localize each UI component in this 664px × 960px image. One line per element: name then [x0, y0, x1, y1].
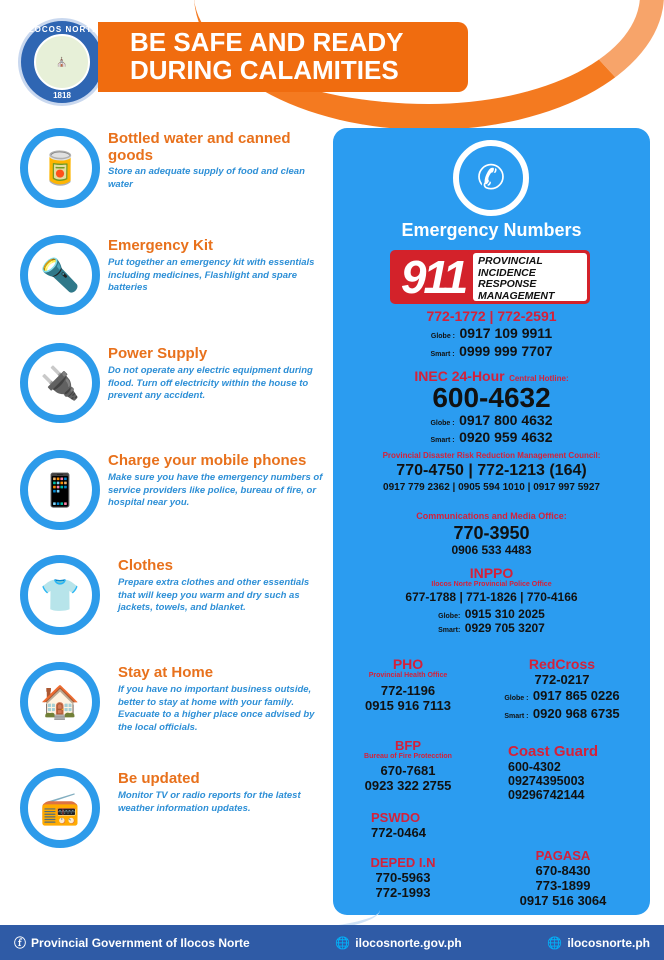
footer-facebook: [14, 934, 250, 951]
tip-desc: Store an adequate supply of food and clean water: [108, 166, 305, 190]
tip-title: Emergency Kit: [108, 237, 214, 254]
tip-title: Charge your mobile phones: [108, 452, 307, 469]
inppo-landlines[interactable]: 677-1788 | 771-1826 | 770-4166: [405, 590, 578, 604]
shirt-icon: 👕: [20, 555, 100, 635]
agency-name: DEPED I.N: [370, 855, 436, 870]
pagasa-block: [498, 848, 628, 908]
title-banner: [98, 22, 468, 92]
phone-number[interactable]: 0917 109 9911: [459, 325, 553, 341]
redcross-block: [481, 656, 643, 723]
inec-sub: Central Hotline:: [509, 374, 569, 383]
phone-number[interactable]: 0920 968 6735: [532, 706, 620, 721]
phone-number[interactable]: 772-1196: [380, 683, 436, 698]
pho-block: [343, 656, 473, 713]
tip-title: Power Supply: [108, 345, 208, 362]
seal-emblem: ⛪: [34, 34, 90, 90]
inppo-sub: Ilocos Norte Provincial Police Office: [431, 581, 552, 588]
website-link[interactable]: ilocosnorte.ph: [567, 935, 650, 950]
phone-number[interactable]: 600-4302: [508, 760, 561, 774]
phone-number[interactable]: 0999 999 7707: [459, 343, 553, 359]
label: Globe :: [430, 420, 455, 427]
cmo-number[interactable]: 770-3950: [453, 523, 530, 543]
pdrrmc-mobiles[interactable]: 0917 779 2362 | 0905 594 1010 | 0917 997 5927: [383, 482, 600, 493]
website-link-gov[interactable]: ilocosnorte.gov.ph: [355, 935, 462, 950]
bfp-block: [343, 738, 473, 793]
pdrrmc-landlines[interactable]: 770-4750 | 772-1213 (164): [396, 462, 587, 479]
pirm-name: PROVINCIAL INCIDENCE RESPONSE MANAGEMENT: [473, 253, 587, 301]
phone-number[interactable]: 0917 800 4632: [459, 412, 553, 428]
pswdo-block: [371, 810, 426, 840]
inec-hotline[interactable]: 600-4632: [432, 382, 551, 413]
tip-stay-home: [0, 662, 330, 762]
title-line-1: BE SAFE AND READY: [130, 27, 404, 57]
ilocos-norte-seal: [18, 18, 106, 106]
seal-year: 1818: [53, 91, 71, 100]
inec-name: INEC 24-Hour: [414, 368, 505, 384]
agency-name: RedCross: [528, 656, 596, 672]
facebook-link[interactable]: Provincial Government of Ilocos Norte: [31, 935, 250, 950]
house-icon: 🏠: [20, 662, 100, 742]
tip-bottled-water: [0, 128, 330, 228]
tip-mobile-phones: [0, 450, 330, 550]
pdrrmc-name: Provincial Disaster Risk Reduction Management Council:: [382, 451, 601, 460]
agency-name: BFP: [395, 738, 421, 753]
agency-name: Coast Guard: [508, 743, 599, 760]
phone-number[interactable]: 0929 705 3207: [464, 621, 545, 635]
phone-number[interactable]: 0923 322 2755: [364, 778, 452, 793]
cmo-mobile[interactable]: 0906 533 4483: [451, 543, 532, 557]
plug-icon: 🔌: [20, 343, 100, 423]
phone-icon: ✆: [453, 140, 529, 216]
tip-clothes: [0, 555, 330, 655]
label: Smart:: [438, 627, 461, 634]
tip-desc: Put together an emergency kit with essentials including medicines, Flashlight and spare batteries: [108, 257, 315, 293]
phone-number[interactable]: 0917 865 0226: [532, 688, 620, 703]
radio-icon: 📻: [20, 768, 100, 848]
phone-number[interactable]: 772-0217: [534, 672, 590, 687]
number-911: 911: [400, 251, 466, 303]
label: Smart :: [504, 713, 529, 720]
phone-number[interactable]: 09274395003: [508, 774, 585, 788]
label: Smart :: [430, 351, 455, 358]
label: Globe :: [430, 333, 455, 340]
facebook-icon: ⓕ: [14, 936, 27, 950]
footer: [0, 925, 664, 960]
title-line-2: DURING CALAMITIES: [130, 55, 399, 85]
agency-sub: Bureau of Fire Protecction: [364, 753, 452, 760]
tip-title: Stay at Home: [118, 664, 214, 681]
tip-be-updated: [0, 768, 330, 868]
flashlight-icon: 🔦: [20, 235, 100, 315]
tip-title: Clothes: [118, 557, 174, 574]
tip-title: Bottled water and canned goods: [108, 130, 291, 164]
pirm-landlines: 772-1772 | 772-2591: [426, 308, 557, 324]
emergency-numbers-panel: [333, 128, 650, 915]
agency-sub: Provincial Health Office: [368, 672, 448, 679]
agency-name: PAGASA: [535, 848, 591, 863]
phone-number[interactable]: 670-7681: [380, 763, 436, 778]
mobile-phone-icon: 📱: [20, 450, 100, 530]
globe-icon: 🌐: [547, 935, 563, 950]
coast-guard-block: [508, 743, 628, 802]
tip-desc: Do not operate any electric equipment during flood. Turn off electricity within the house to prevent any accident.: [108, 365, 313, 401]
label: Smart :: [430, 437, 455, 444]
panel-heading: Emergency Numbers: [401, 220, 582, 240]
agency-name: PSWDO: [371, 810, 421, 825]
phone-number[interactable]: 0920 959 4632: [459, 429, 553, 445]
phone-number[interactable]: 770-5963: [375, 870, 431, 885]
inppo-name: INPPO: [469, 565, 514, 581]
tip-desc: If you have no important business outside, better to stay at home with your family. Evacuate to a higher place once advised by the local officials.: [118, 684, 315, 733]
phone-number[interactable]: 09296742144: [508, 788, 585, 802]
phone-number[interactable]: 670-8430: [535, 863, 591, 878]
globe-icon: 🌐: [335, 935, 351, 950]
phone-number[interactable]: 773-1899: [535, 878, 591, 893]
tip-desc: Prepare extra clothes and other essentials that will keep you warm and dry such as jackets, towels, and blanket.: [118, 577, 310, 613]
tip-title: Be updated: [118, 770, 200, 787]
label: Globe :: [504, 695, 529, 702]
agency-name: PHO: [392, 656, 424, 672]
phone-number[interactable]: 0917 516 3064: [519, 893, 607, 908]
footer-site: [547, 936, 650, 950]
footer-site-gov: [335, 936, 461, 950]
tip-desc: Monitor TV or radio reports for the latest weather information updates.: [118, 790, 301, 814]
cmo-name: Communications and Media Office:: [416, 511, 567, 521]
phone-number[interactable]: 0915 310 2025: [464, 607, 545, 621]
phone-number[interactable]: 772-0464: [371, 825, 426, 840]
phone-number[interactable]: 0915 916 7113: [364, 698, 452, 713]
label: Globe:: [438, 613, 461, 620]
badge-911: [390, 250, 590, 304]
phone-number[interactable]: 772-1993: [375, 885, 431, 900]
bottle-cans-icon: 🥫: [20, 128, 100, 208]
tip-power-supply: [0, 343, 330, 443]
seal-text: ILOCOS NORTE: [25, 25, 99, 34]
tip-emergency-kit: [0, 235, 330, 335]
tip-desc: Make sure you have the emergency numbers of service providers like police, bureau of fire, or hospital near you.: [108, 472, 323, 508]
